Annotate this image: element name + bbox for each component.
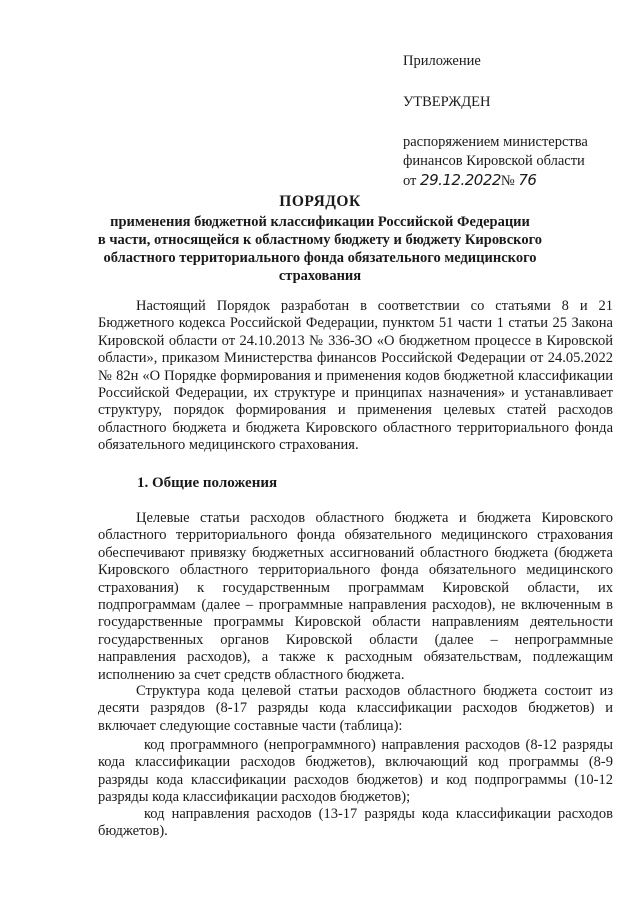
title-main: ПОРЯДОК <box>279 193 361 210</box>
order-line-1: распоряжением министерства <box>403 134 588 150</box>
title-subtitle-line-2: в части, относящейся к областному бюджету и бюджету Кировского <box>97 232 543 248</box>
order-date-line <box>403 171 635 191</box>
section-heading: 1. Общие положения <box>137 475 278 491</box>
list-item-direction-code: код направления расходов (13-17 разряды кода классификации расходов бюджетов). <box>98 806 613 840</box>
title-subtitle-line-3: областного территориального фонда обязательного медицинского <box>103 250 537 266</box>
handwritten-date: 29.12.2022 <box>420 171 501 189</box>
title-subtitle-line-1: применения бюджетной классификации Российской Федерации <box>110 214 530 230</box>
intro-paragraph: Настоящий Порядок разработан в соответствии со статьями 8 и 21 Бюджетного кодекса Российской Федерации, пунктом 51 части 1 статьи 25 Закона Кировской области от 24.10.2013 № 336-ЗО «О бюджетном процессе в Кировской области», приказом Министерства финансов Российской Федерации от 24.05.2022 № 82н «О Порядке формирования и применения кодов бюджетной классификации Российской Федерации, их структуре и принципах назначения» и устанавливает структуру, порядок формирования и применения целевых статей расходов областного бюджета и бюджета Кировского областного территориального фонда обязательного медицинского страхования. <box>98 298 613 454</box>
date-prefix: от <box>403 173 417 189</box>
number-sign: № <box>500 173 515 189</box>
list-item-program-code: код программного (непрограммного) направления расходов (8-12 разряды кода классификации расходов бюджетов), включающий код программы (8-9 разряды кода классификации расходов бюджетов) и код подпрограммы (10-12 разряды кода классификации расходов бюджетов); <box>98 737 613 806</box>
document-title <box>96 191 544 285</box>
handwritten-number: 76 <box>518 171 537 189</box>
approval-stamp-block <box>403 52 635 191</box>
section-paragraph-2: Структура кода целевой статьи расходов областного бюджета состоит из десяти разрядов (8-17 разряды кода классификации расходов бюджетов) и включает следующие составные части (таблица): <box>98 683 613 734</box>
title-subtitle-line-4: страхования <box>278 268 362 284</box>
section-paragraph-1: Целевые статьи расходов областного бюджета и бюджета Кировского областного территориального фонда обязательного медицинского страхования обеспечивают привязку бюджетных ассигнований областного бюджета (бюджета Кировского областного территориального фонда обязательного медицинского страхования) к государственным программам Кировской области, их подпрограммам (далее – программные направления расходов), не включенным в государственные программы Кировской области направлениям деятельности государственных органов Кировской области (далее – непрограммные направления расходов), а также к расходным обязательствам, подлежащим исполнению за счет средств областного бюджета. <box>98 510 613 683</box>
order-line-2: финансов Кировской области <box>403 153 585 169</box>
appendix-label: Приложение <box>403 53 481 69</box>
approved-label: УТВЕРЖДЕН <box>403 94 491 110</box>
